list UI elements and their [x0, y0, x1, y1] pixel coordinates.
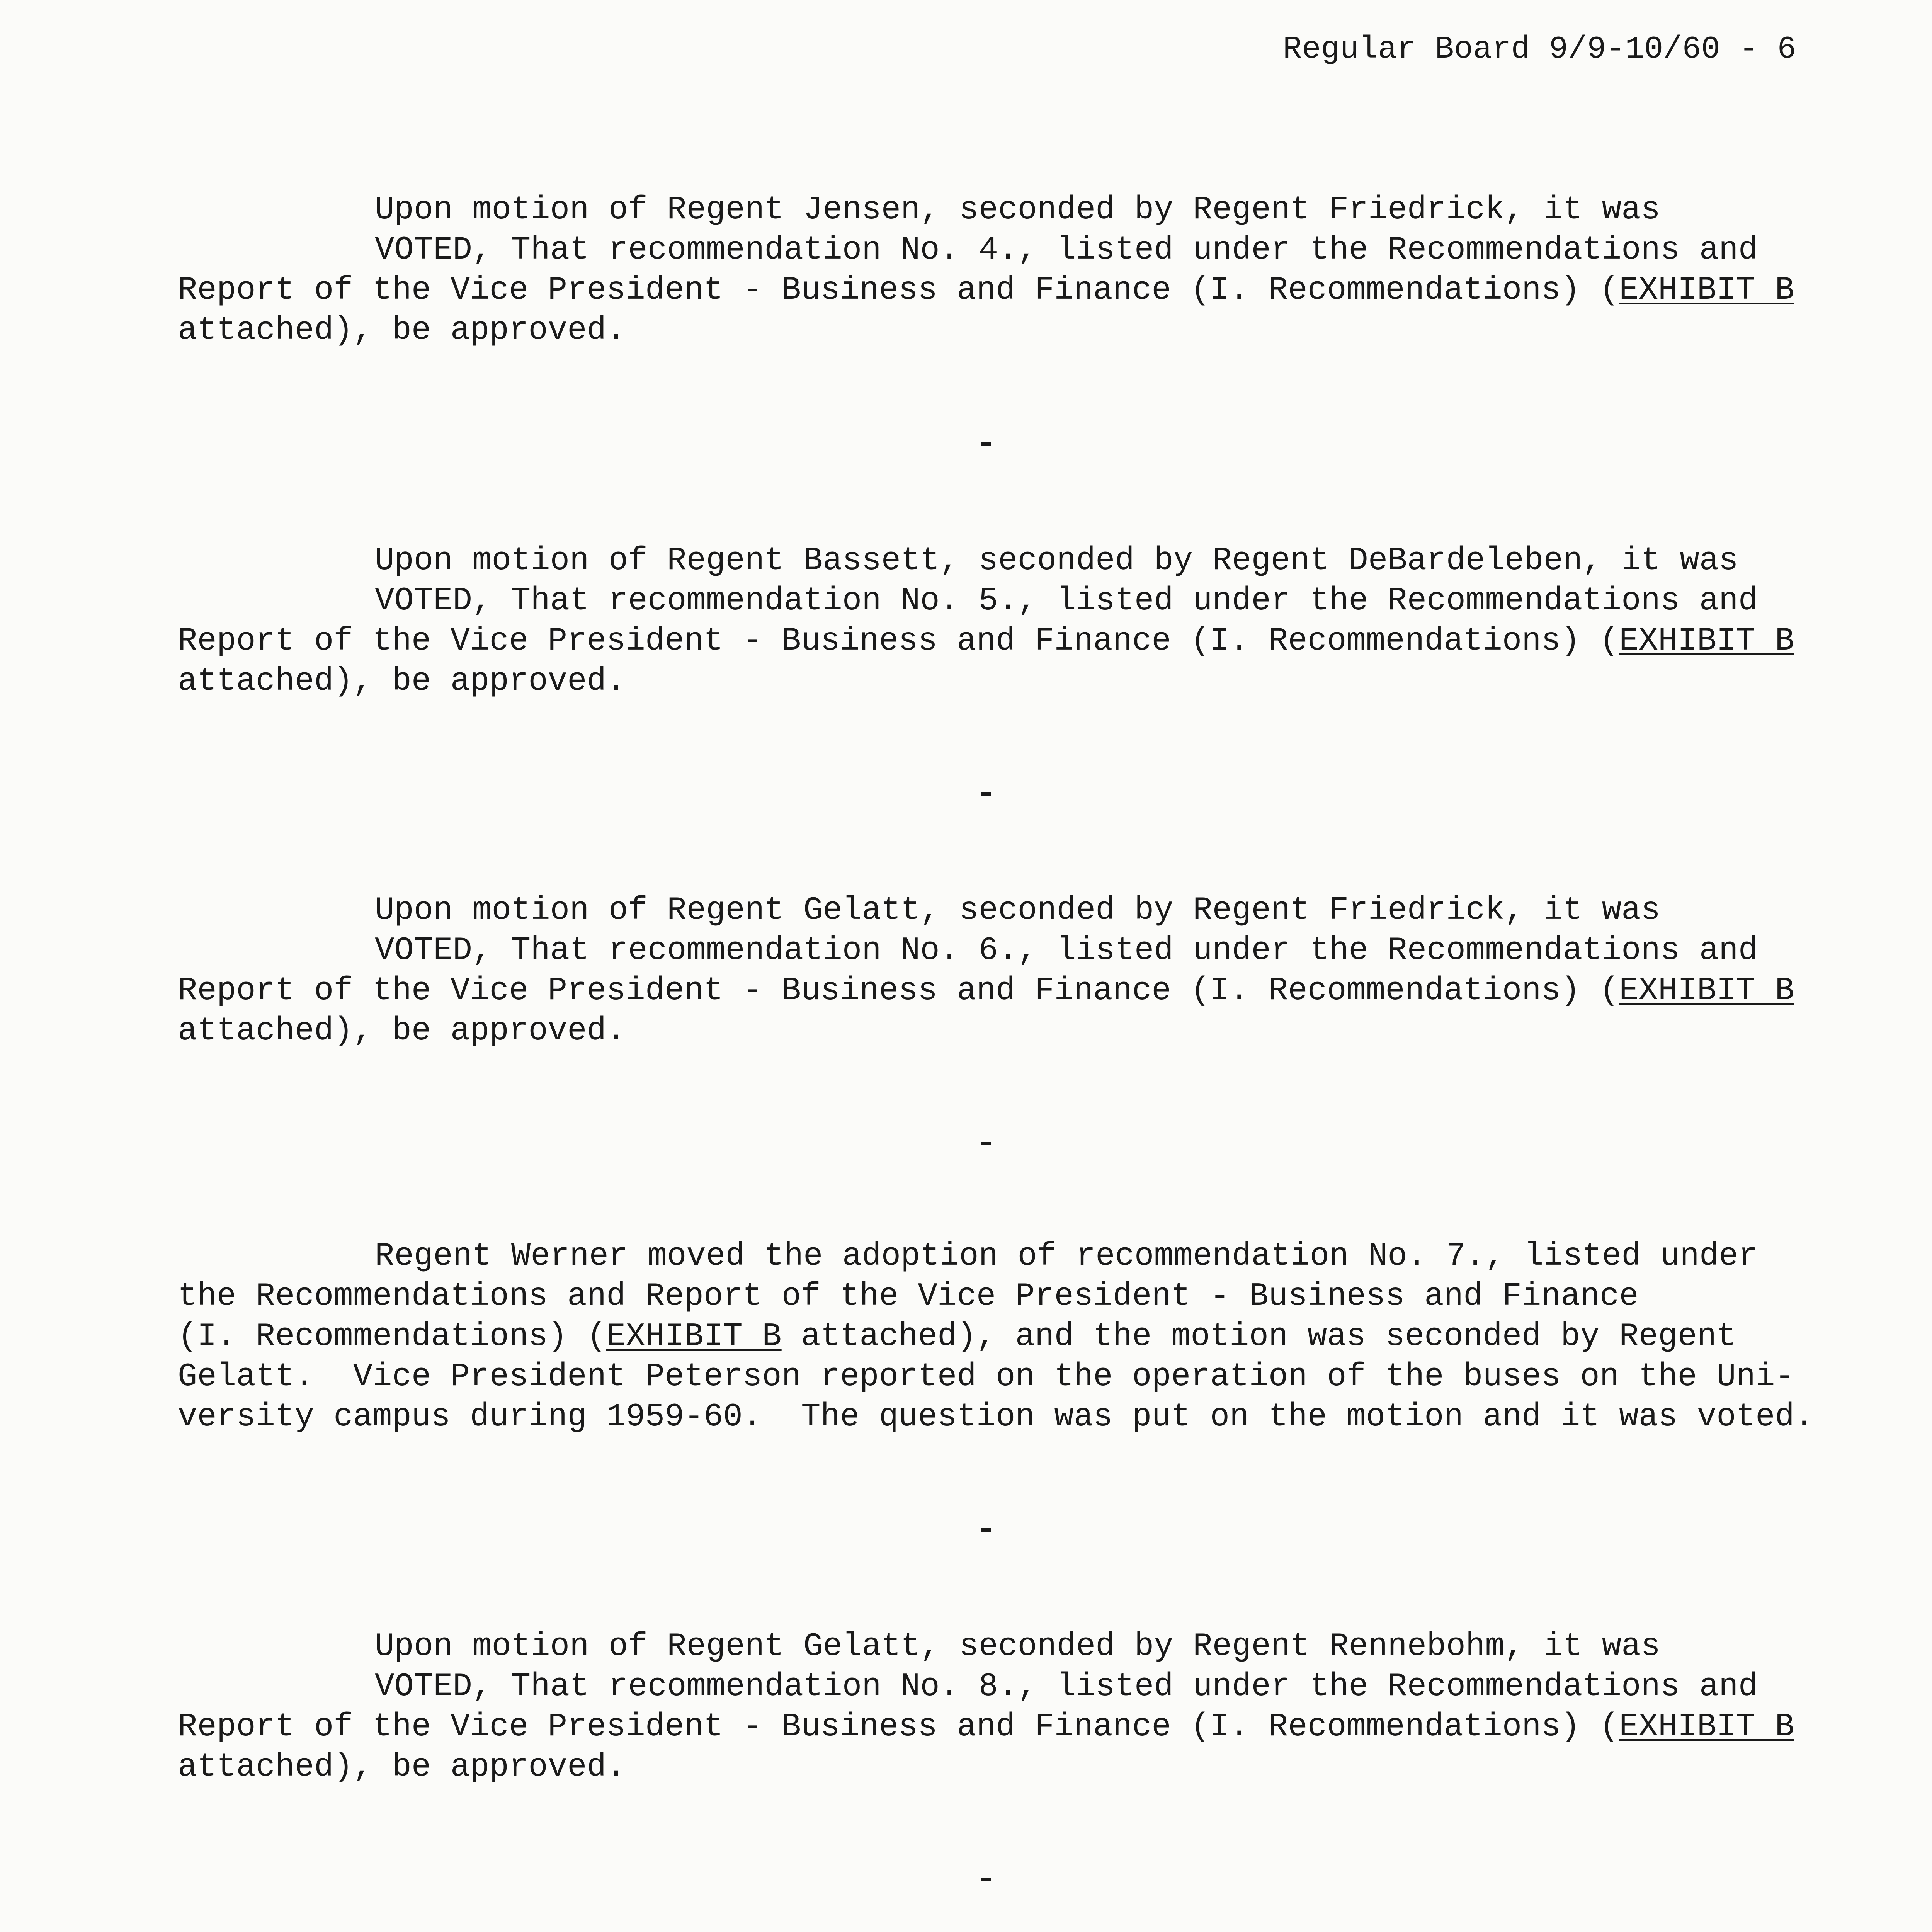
section-separator: [981, 442, 991, 446]
paragraph-line: Regent Werner moved the adoption of recommendation No. 7., listed under: [375, 1238, 1758, 1275]
paragraph-line: attached), be approved.: [178, 1013, 626, 1049]
exhibit-reference: EXHIBIT B: [1619, 973, 1794, 1009]
motion-paragraph-recommendation-6: [178, 891, 1839, 1051]
paragraph-line: the Recommendations and Report of the Vice President - Business and Finance: [178, 1278, 1639, 1315]
paragraph-line: Report of the Vice President - Business and Finance (I. Recommendations) (EXHIBIT B: [178, 623, 1794, 660]
paragraph-line: VOTED, That recommendation No. 5., listed under the Recommendations and: [375, 583, 1758, 619]
motion-paragraph-recommendation-5: [178, 541, 1839, 702]
paragraph-line: Upon motion of Regent Bassett, seconded by Regent DeBardeleben, it was: [375, 543, 1738, 579]
paragraph-line: Report of the Vice President - Business and Finance (I. Recommendations) (EXHIBIT B: [178, 1709, 1794, 1745]
motion-paragraph-recommendation-7: [178, 1236, 1839, 1437]
exhibit-reference: EXHIBIT B: [1619, 623, 1794, 660]
paragraph-line: versity campus during 1959-60. The question was put on the motion and it was voted.: [178, 1399, 1814, 1435]
paragraph-line: Upon motion of Regent Gelatt, seconded by Regent Rennebohm, it was: [375, 1628, 1660, 1665]
paragraph-line: attached), be approved.: [178, 312, 626, 349]
exhibit-reference: EXHIBIT B: [606, 1318, 782, 1355]
exhibit-reference: EXHIBIT B: [1619, 1709, 1794, 1745]
section-separator: [981, 1878, 991, 1881]
paragraph-line: Upon motion of Regent Gelatt, seconded by Regent Friedrick, it was: [375, 892, 1660, 929]
paragraph-line: Gelatt. Vice President Peterson reported on the operation of the buses on the Uni-: [178, 1359, 1794, 1395]
paragraph-line: attached), be approved.: [178, 663, 626, 700]
section-separator: [981, 1142, 991, 1145]
paragraph-line: attached), be approved.: [178, 1749, 626, 1786]
paragraph-line: (I. Recommendations) (EXHIBIT B attached), and the motion was seconded by Regent: [178, 1318, 1736, 1355]
paragraph-line: VOTED, That recommendation No. 4., listed under the Recommendations and: [375, 232, 1758, 269]
paragraph-line: Upon motion of Regent Jensen, seconded by Regent Friedrick, it was: [375, 192, 1660, 228]
motion-paragraph-recommendation-4: [178, 190, 1839, 351]
section-separator: [981, 1528, 991, 1532]
paragraph-line: Report of the Vice President - Business and Finance (I. Recommendations) (EXHIBIT B: [178, 973, 1794, 1009]
paragraph-line: VOTED, That recommendation No. 6., listed under the Recommendations and: [375, 932, 1758, 969]
paragraph-line: VOTED, That recommendation No. 8., listed under the Recommendations and: [375, 1668, 1758, 1705]
exhibit-reference: EXHIBIT B: [1619, 272, 1794, 309]
section-separator: [981, 792, 991, 796]
paragraph-line: Report of the Vice President - Business and Finance (I. Recommendations) (EXHIBIT B: [178, 272, 1794, 309]
motion-paragraph-recommendation-8: [178, 1627, 1839, 1787]
page-header: Regular Board 9/9-10/60 - 6: [1283, 31, 1796, 67]
